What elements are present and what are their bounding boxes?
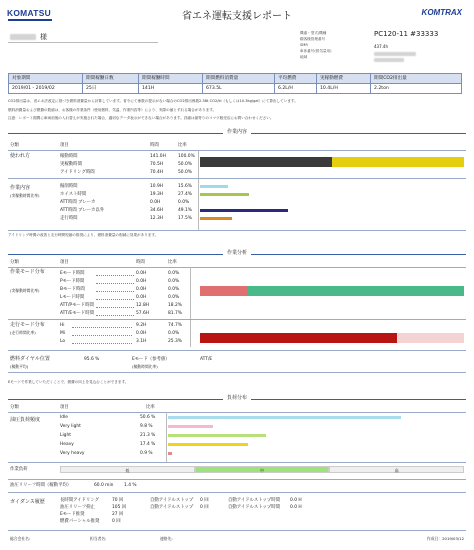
footer-created: 作成日：2019/03/12 bbox=[426, 536, 464, 541]
travel-sub: (走行時間比率) bbox=[10, 330, 36, 335]
emode-value: ATT/E bbox=[200, 357, 213, 362]
mode-row-ratio: 0.0% bbox=[168, 279, 180, 284]
load-row-label: Very light bbox=[60, 424, 81, 429]
stop-time-label: 自動アイドルストップ時間 bbox=[228, 505, 281, 510]
usage-row-ratio: 50.0% bbox=[178, 162, 192, 167]
guidance-item-value: 70 回 bbox=[112, 498, 124, 503]
dial-sub: (稼動平均) bbox=[10, 364, 29, 369]
content-row-label: ATT時間 ブレーカ以外 bbox=[60, 208, 105, 213]
mode-row-ratio: 0.0% bbox=[168, 271, 180, 276]
summary-value: 2.2ton bbox=[371, 84, 462, 94]
content-row-label: ATT時間 ブレーカ bbox=[60, 200, 96, 205]
load-row-label: Idle bbox=[60, 415, 69, 420]
content-row-ratio: 15.6% bbox=[178, 184, 192, 189]
dial-value: 95.6 % bbox=[84, 357, 100, 362]
mode-sub: (実稼動時間比率) bbox=[10, 288, 40, 293]
stop-time-label: 自動アイドルストップ時間 bbox=[228, 498, 281, 503]
col-ratio: 比率 bbox=[178, 143, 187, 148]
customer-underline bbox=[8, 42, 158, 43]
row-rule bbox=[8, 372, 466, 373]
summary-header: 期間稼働日数 bbox=[83, 74, 139, 84]
content-bar bbox=[200, 217, 232, 220]
travel-label: 走行モード分布 bbox=[10, 322, 45, 328]
col-category: 分類 bbox=[10, 405, 19, 410]
info-label: 機番・型式/機種 bbox=[300, 31, 327, 35]
summary-header: 平均燃費 bbox=[275, 74, 317, 84]
col-item: 項目 bbox=[60, 405, 69, 410]
customer-suffix: 様 bbox=[40, 33, 47, 41]
col-ratio: 比率 bbox=[168, 260, 177, 265]
mode-row-label: Bモード時間 bbox=[60, 287, 85, 292]
summary-header: 期間稼働時間 bbox=[139, 74, 203, 84]
band-segment: 中 bbox=[195, 466, 330, 473]
info-label: 顧客様管理番号 bbox=[300, 37, 326, 41]
summary-value: 6.2L/H bbox=[275, 84, 317, 94]
col-time: 時間 bbox=[136, 260, 145, 265]
emode-sub: (稼動時間比率) bbox=[132, 364, 158, 369]
stop-time: 0.0 H bbox=[290, 505, 302, 510]
komatsu-logo: KOMATSU bbox=[6, 9, 52, 18]
mode-row-ratio: 81.7% bbox=[168, 311, 182, 316]
usage-row-label: 実稼動時間 bbox=[60, 162, 82, 167]
travel-row-time: 3.1H bbox=[136, 339, 147, 344]
bar-segment bbox=[397, 333, 464, 343]
relief-label: 油圧リリーフ時間（稼動平均） bbox=[10, 483, 72, 488]
travel-row-label: Hi bbox=[60, 323, 65, 328]
leader-dots bbox=[72, 327, 132, 328]
content-row-time: 10.9H bbox=[150, 184, 164, 189]
footer-person: 担当者名: bbox=[90, 536, 107, 541]
load-row-ratio: 9.8 % bbox=[140, 424, 153, 429]
relief-ratio: 1.4 % bbox=[124, 483, 137, 488]
mode-row-time: 0.0H bbox=[136, 295, 147, 300]
mode-row-ratio: 0.0% bbox=[168, 287, 180, 292]
travel-row-ratio: 0.0% bbox=[168, 331, 180, 336]
footer-company: 総合会社名: bbox=[10, 536, 31, 541]
bar-segment bbox=[200, 157, 332, 167]
load-row-label: Light bbox=[60, 433, 71, 438]
col-ratio: 比率 bbox=[146, 405, 155, 410]
col-item: 項目 bbox=[60, 260, 69, 265]
summary-value: 2019/01 - 2019/02 bbox=[9, 84, 83, 94]
usage-row-label: 稼動時間 bbox=[60, 154, 78, 159]
chart-axis bbox=[190, 267, 191, 347]
load-row-ratio: 21.3 % bbox=[140, 433, 156, 438]
guidance-label: ガイダンス履歴 bbox=[10, 499, 45, 505]
row-rule bbox=[8, 350, 466, 351]
content-bar bbox=[200, 185, 228, 188]
load-bar bbox=[168, 425, 213, 428]
summary-value: 673.5L bbox=[203, 84, 275, 94]
guidance-item-label: 長時間アイドリング bbox=[60, 498, 100, 503]
content-row-label: 走行時間 bbox=[60, 216, 78, 221]
guidance-item-value: 105 回 bbox=[112, 505, 127, 510]
mode-row-label: ATT/Pモード時間 bbox=[60, 303, 94, 308]
mode-row-label: Lモード時間 bbox=[60, 295, 85, 300]
travel-row-label: Mi bbox=[60, 331, 66, 336]
header-rule bbox=[8, 150, 466, 151]
load-bar bbox=[168, 452, 172, 455]
guidance-item-label: 燃費パーシャル推奨 bbox=[60, 519, 100, 524]
row-rule bbox=[8, 530, 466, 531]
usage-row-ratio: 100.0% bbox=[178, 154, 195, 159]
dial-label: 燃料ダイヤル位置 bbox=[10, 356, 50, 362]
mode-row-label: Eモード時間 bbox=[60, 271, 85, 276]
col-item: 項目 bbox=[60, 143, 69, 148]
bar-segment bbox=[200, 333, 397, 343]
mode-row-time: 0.0H bbox=[136, 279, 147, 284]
load-bar bbox=[168, 434, 266, 437]
load-row-ratio: 17.4 % bbox=[140, 442, 156, 447]
co2-note: CO2排出量は、省エネ法改定に基づき燃料消費量から計算しています。省令にて係数の提示がない場合のCO2排出係数2.58t CO2/kl（もしくは10.3kg/gal）にて算出しています。 bbox=[8, 99, 298, 103]
mode-row-label: Pモード時間 bbox=[60, 279, 85, 284]
content-row-time: 0.0H bbox=[150, 200, 161, 205]
guidance-item-label: 油圧リリーフ抑止 bbox=[60, 505, 95, 510]
col-time: 時間 bbox=[150, 143, 159, 148]
stop-count: 0 回 bbox=[200, 498, 209, 503]
leader-dots bbox=[72, 335, 132, 336]
load-row-ratio: 50.6 % bbox=[140, 415, 156, 420]
col-category: 分類 bbox=[10, 260, 19, 265]
emode-label: Eモード（参考値） bbox=[132, 357, 170, 362]
stop-label: 自動アイドルストップ bbox=[150, 505, 194, 510]
chart-axis bbox=[166, 412, 167, 462]
section-title-load: 負荷分布 bbox=[0, 396, 474, 402]
komtrax-logo: KOMTRAX bbox=[421, 8, 462, 17]
usage-row-time: 70.4H bbox=[150, 170, 164, 175]
guidance-item-label: Eモード推奨 bbox=[60, 512, 85, 517]
usage-row-time: 141.0H bbox=[150, 154, 166, 159]
bar-segment bbox=[200, 286, 248, 296]
content-row-time: 12.3H bbox=[150, 216, 164, 221]
header-rule bbox=[8, 267, 466, 268]
content-row-ratio: 27.4% bbox=[178, 192, 192, 197]
mode-label: 作業モード分布 bbox=[10, 269, 45, 275]
redacted-info bbox=[374, 58, 404, 62]
stop-count: 0 回 bbox=[200, 505, 209, 510]
band-segment: 高 bbox=[329, 466, 464, 473]
load-row-ratio: 0.9 % bbox=[140, 451, 153, 456]
info-label: SMR bbox=[300, 43, 308, 47]
bar-segment bbox=[248, 286, 464, 296]
travel-row-time: 9.2H bbox=[136, 323, 147, 328]
stop-time: 0.0 H bbox=[290, 498, 302, 503]
content-row-time: 34.6H bbox=[150, 208, 164, 213]
leader-dots bbox=[96, 315, 134, 316]
leader-dots bbox=[96, 275, 134, 276]
load-label: 油圧負荷頻度 bbox=[10, 417, 41, 423]
usage-stacked-bar bbox=[200, 157, 464, 167]
section-title-work-content: 作業内容 bbox=[0, 130, 474, 136]
row-rule bbox=[8, 230, 466, 231]
usage-row-label: アイドリング時間 bbox=[60, 170, 95, 175]
content-bar bbox=[200, 193, 249, 196]
info-label: 地域 bbox=[300, 55, 308, 59]
load-bar bbox=[168, 443, 248, 446]
model-name: PC120-11 #33333 bbox=[374, 30, 439, 38]
content-sub: (実稼動時間比率) bbox=[10, 193, 40, 198]
content-row-label: ホイスト時間 bbox=[60, 192, 87, 197]
leader-dots bbox=[96, 283, 134, 284]
mode-row-time: 0.0H bbox=[136, 271, 147, 276]
fuel-note: 燃料消費量および燃費の数値は、お客様の作業条件（使用燃料、気温、作業内容等）により、実際の値とずれる場合があります。 bbox=[8, 108, 217, 112]
redacted-info bbox=[374, 52, 416, 56]
usage-label: 使われ方 bbox=[10, 153, 31, 159]
content-row-ratio: 0.0% bbox=[178, 200, 190, 205]
mode-row-ratio: 18.2% bbox=[168, 303, 182, 308]
summary-header: 対象期間 bbox=[9, 74, 83, 84]
row-rule bbox=[8, 178, 466, 179]
guidance-item-value: 27 回 bbox=[112, 512, 124, 517]
summary-header: 期間CO2排出量 bbox=[371, 74, 462, 84]
mode-row-time: 57.6H bbox=[136, 311, 150, 316]
summary-value: 141H bbox=[139, 84, 203, 94]
row-rule bbox=[8, 492, 466, 493]
hour-meter: 437.4h bbox=[374, 44, 388, 49]
travel-row-time: 0.0H bbox=[136, 331, 147, 336]
load-band bbox=[60, 466, 464, 473]
row-rule bbox=[8, 462, 466, 463]
band-label: 作業負荷 bbox=[10, 467, 28, 472]
summary-header: 期間燃料消費量 bbox=[203, 74, 275, 84]
mode-row-time: 0.0H bbox=[136, 287, 147, 292]
usage-row-time: 70.5H bbox=[150, 162, 164, 167]
caution-note: 注意：レポート期間に車両前後の入れ替えが実施された場合、適切なデータ表示ができない場合があります。詳細は最寄りのコマツ販売店にお問い合わせください。 bbox=[8, 116, 274, 120]
leader-dots bbox=[96, 299, 134, 300]
content-bar bbox=[200, 209, 288, 212]
info-label: 車体番号(排気量用) bbox=[300, 49, 332, 53]
travel-row-ratio: 25.3% bbox=[168, 339, 182, 344]
leader-dots bbox=[72, 343, 132, 344]
mode-row-label: ATT/Eモード時間 bbox=[60, 311, 94, 316]
mode-row-time: 12.8H bbox=[136, 303, 150, 308]
travel-stacked-bar bbox=[200, 333, 464, 343]
leader-dots bbox=[96, 291, 134, 292]
usage-row-ratio: 50.0% bbox=[178, 170, 192, 175]
footer-contact: 連絡先: bbox=[160, 536, 173, 541]
summary-value: 25日 bbox=[83, 84, 139, 94]
summary-header: 実稼動燃費 bbox=[317, 74, 371, 84]
content-row-ratio: 17.5% bbox=[178, 216, 192, 221]
emode-note: Eモードで作業していただくことで、燃費の向上を見込むことができます。 bbox=[8, 380, 129, 384]
load-row-label: Very heavy bbox=[60, 451, 85, 456]
relief-value: 60.0 min bbox=[94, 483, 114, 488]
row-rule bbox=[8, 319, 466, 320]
work-note: アイドリング時間の改善と走行時間短縮の推奨により、燃料消費量の削減に効果があります。 bbox=[8, 233, 159, 237]
travel-row-label: Lo bbox=[60, 339, 66, 344]
summary-table bbox=[8, 73, 462, 94]
chart-axis bbox=[198, 150, 199, 230]
travel-row-ratio: 74.7% bbox=[168, 323, 182, 328]
header-rule bbox=[8, 412, 466, 413]
stop-label: 自動アイドルストップ bbox=[150, 498, 194, 503]
section-title-work-analysis: 作業分析 bbox=[0, 251, 474, 257]
content-label: 作業内容 bbox=[10, 185, 31, 191]
content-row-time: 19.3H bbox=[150, 192, 164, 197]
leader-dots bbox=[96, 307, 134, 308]
load-bar bbox=[168, 416, 401, 419]
mode-row-ratio: 0.0% bbox=[168, 295, 180, 300]
load-row-label: Heavy bbox=[60, 442, 74, 447]
row-rule bbox=[8, 479, 466, 480]
content-row-ratio: 49.1% bbox=[178, 208, 192, 213]
summary-value: 10.4L/H bbox=[317, 84, 371, 94]
band-segment: 低 bbox=[60, 466, 195, 473]
customer-name-redacted bbox=[10, 34, 36, 40]
report-title: 省エネ運転支援レポート bbox=[182, 11, 292, 22]
mode-stacked-bar bbox=[200, 286, 464, 296]
content-row-label: 掘削時間 bbox=[60, 184, 78, 189]
bar-segment bbox=[332, 157, 464, 167]
col-category: 分類 bbox=[10, 143, 19, 148]
guidance-item-value: 0 回 bbox=[112, 519, 121, 524]
